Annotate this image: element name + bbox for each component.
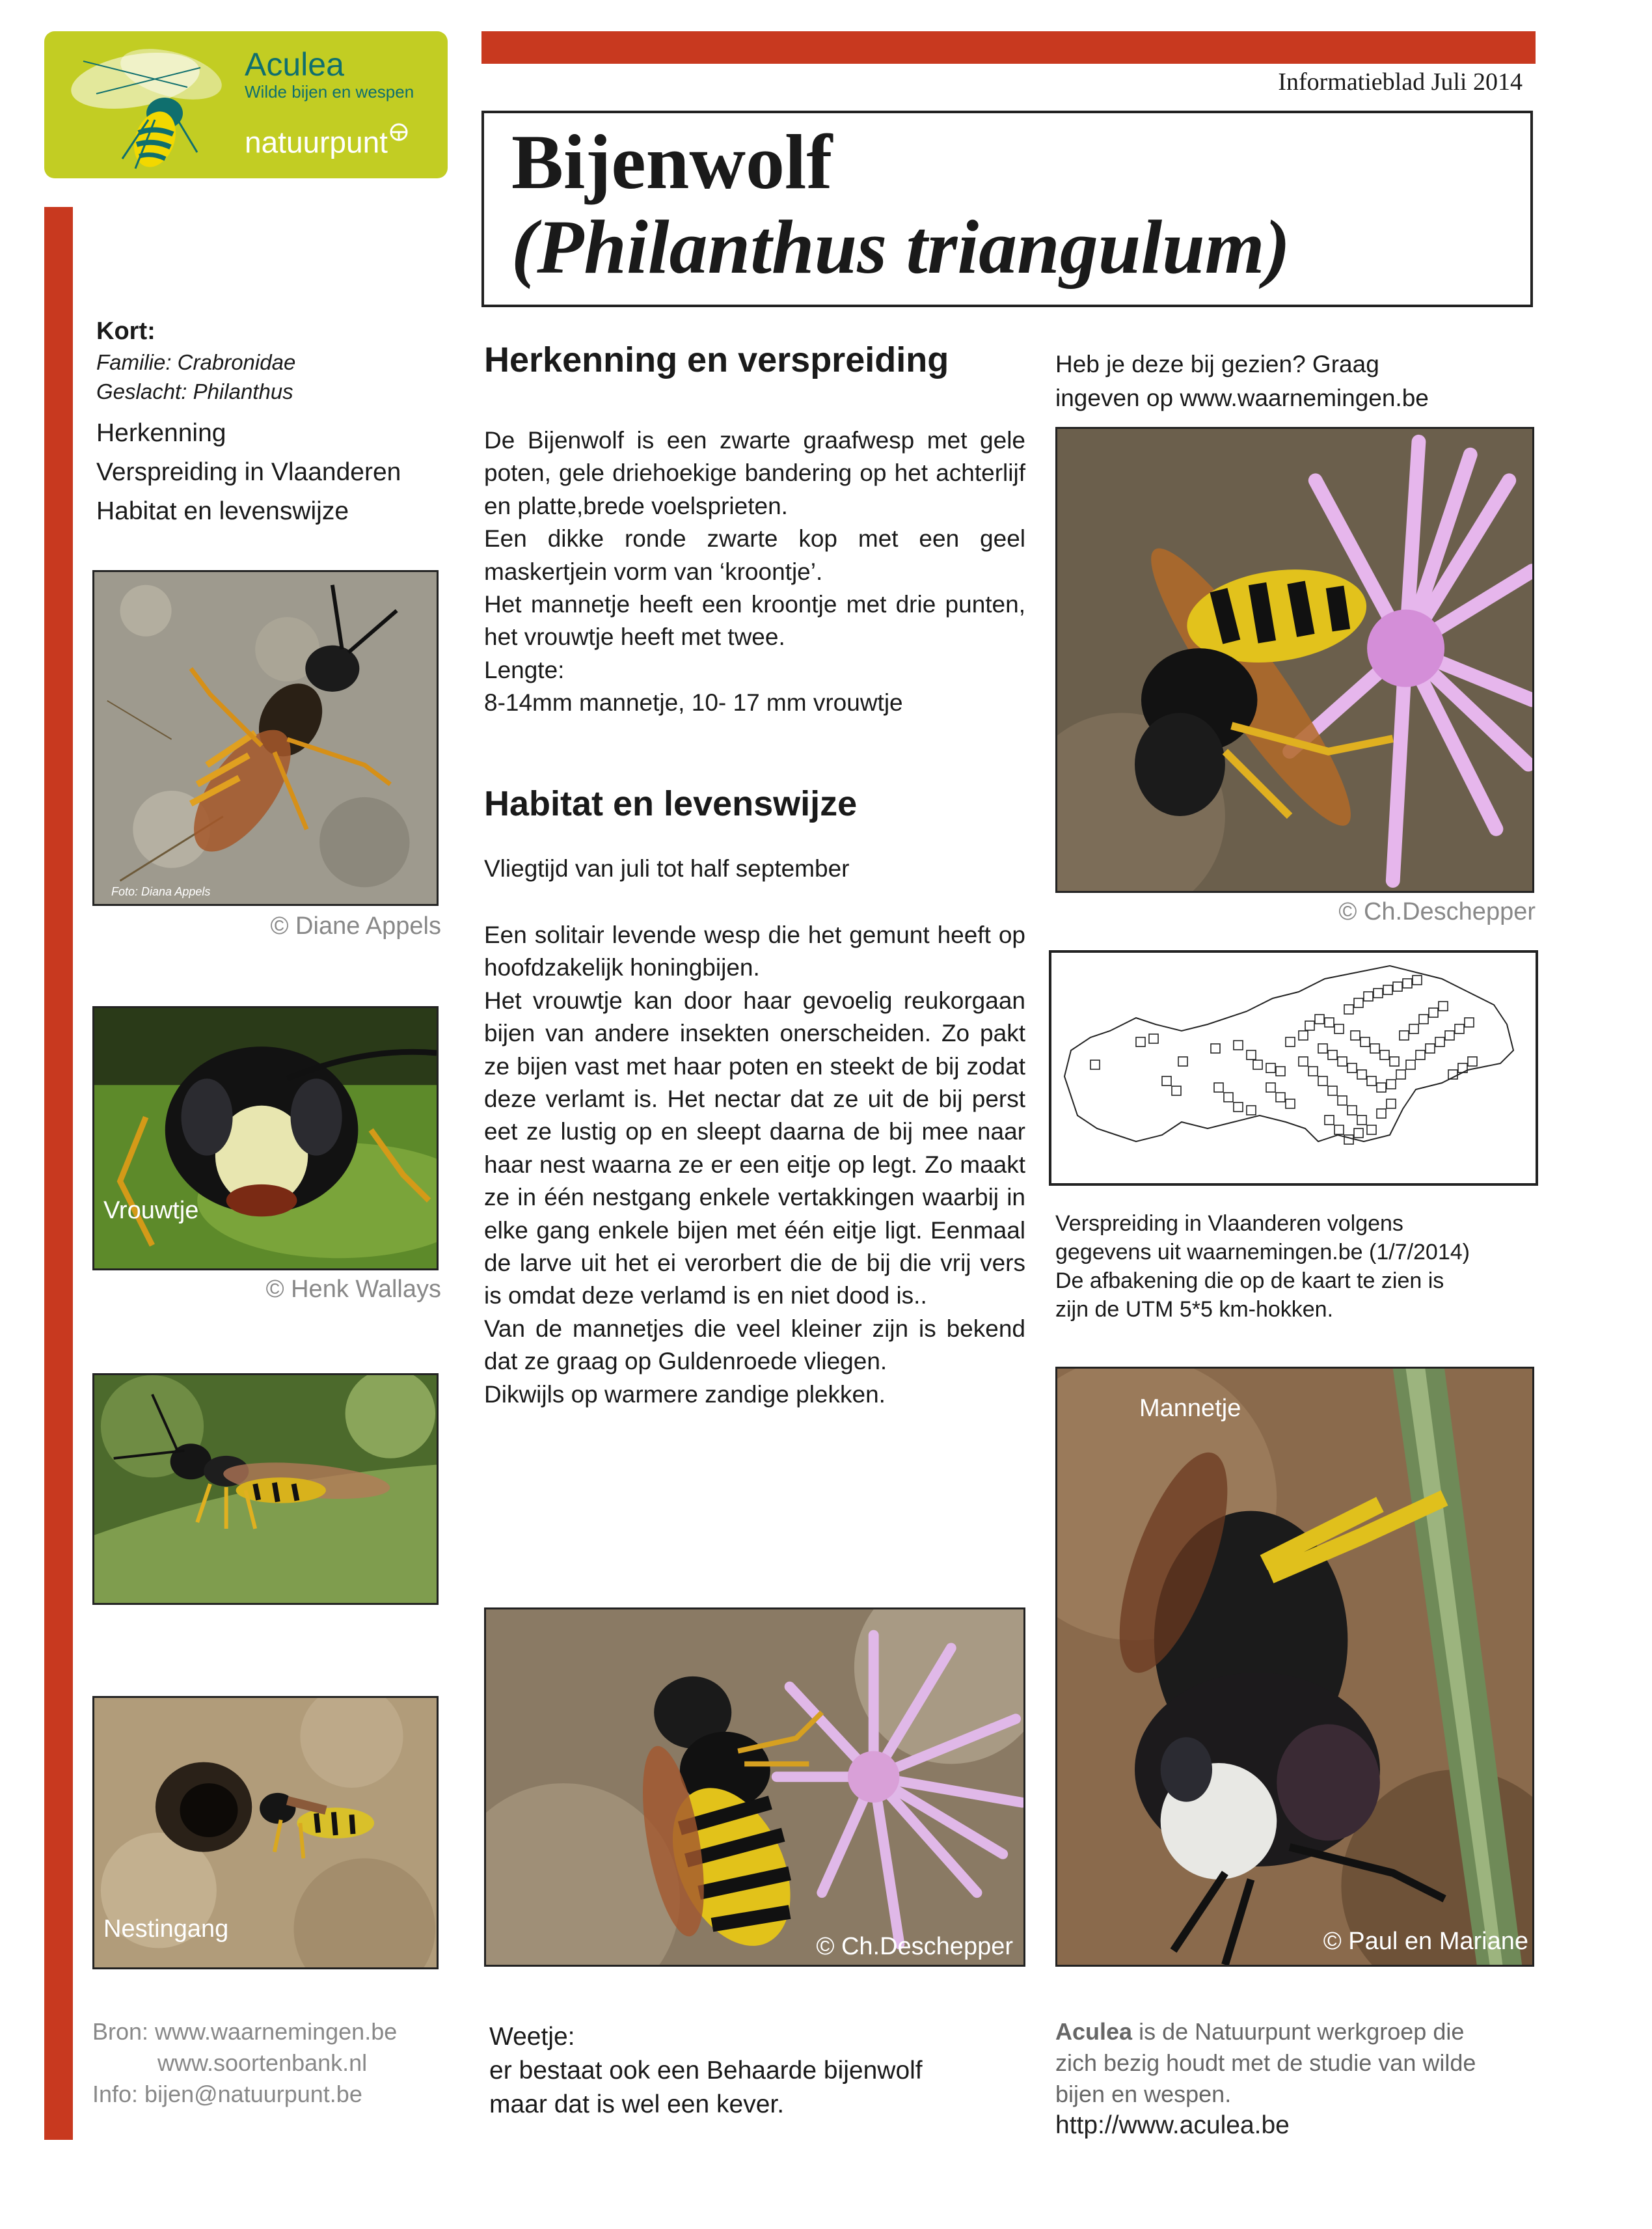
section-heading-herkenning: Herkenning en verspreiding — [484, 340, 949, 379]
utm-grid-cell — [1465, 1018, 1474, 1027]
utm-grid-cell — [1357, 1115, 1366, 1125]
utm-grid-cell — [1266, 1063, 1275, 1073]
utm-grid-cell — [1455, 1024, 1464, 1033]
issue-date: Informatieblad Juli 2014 — [1278, 68, 1523, 96]
utm-grid-cell — [1354, 998, 1363, 1007]
utm-grid-cell — [1468, 1057, 1477, 1066]
photo-vrouwtje — [92, 1006, 439, 1270]
utm-grid-cell — [1409, 1024, 1418, 1033]
utm-grid-cell — [1149, 1034, 1158, 1043]
logo-tagline: Wilde bijen en wespen — [245, 82, 414, 102]
utm-grid-cell — [1387, 1099, 1396, 1108]
report-prompt — [1055, 348, 1537, 415]
toc-item: Verspreiding in Vlaanderen — [96, 458, 401, 486]
utm-grid-cell — [1305, 1021, 1314, 1030]
utm-grid-cell — [1334, 1024, 1344, 1033]
utm-grid-cell — [1435, 1037, 1444, 1046]
utm-grid-cell — [1380, 1050, 1389, 1060]
utm-grid-cell — [1354, 1128, 1363, 1138]
utm-grid-cell — [1396, 1070, 1405, 1079]
utm-grid-cell — [1370, 1044, 1379, 1053]
photo-nestingang — [92, 1696, 439, 1969]
utm-grid-cell — [1338, 1057, 1347, 1066]
utm-grid-cell — [1361, 1037, 1370, 1046]
utm-grid-cell — [1253, 1060, 1262, 1069]
toc-list — [96, 414, 401, 531]
utm-grid-cell — [1413, 976, 1422, 985]
utm-grid-cell — [1136, 1037, 1145, 1046]
logo-org — [245, 122, 409, 159]
photo-center-flower — [484, 1607, 1025, 1967]
toc-item: Herkenning — [96, 419, 226, 447]
taxonomy — [96, 348, 295, 406]
utm-grid-cell — [1429, 1008, 1438, 1017]
utm-grid-cell — [1351, 1031, 1360, 1040]
utm-grid-cell — [1090, 1060, 1100, 1069]
photo-wasp-sand — [92, 570, 439, 906]
geslacht: Geslacht: Philanthus — [96, 379, 293, 403]
paragraph: De Bijenwolf is een zwarte graafwesp met gele poten, gele driehoekige bandering op het achterlijf en platte,brede voelsprieten. — [484, 427, 1025, 519]
utm-grid-cell — [1387, 1080, 1396, 1089]
logo-org-text: natuurpunt — [245, 125, 388, 159]
utm-grid-cell — [1224, 1093, 1233, 1102]
utm-grid-cell — [1367, 1125, 1376, 1134]
report-prompt-link[interactable]: ingeven op www.waarnemingen.be — [1055, 385, 1429, 411]
map-caption-line: Verspreiding in Vlaanderen volgens — [1055, 1211, 1403, 1236]
aculea-info — [1055, 2016, 1476, 2141]
photo-watermark: Foto: Diana Appels — [111, 885, 211, 898]
utm-grid-cell — [1400, 1031, 1409, 1040]
utm-grid-cell — [1406, 1060, 1415, 1069]
weetje-line: er bestaat ook een Behaarde bijenwolf — [489, 2057, 923, 2085]
utm-grid-cell — [1383, 985, 1392, 994]
aculea-desc: is de Natuurpunt werkgroep die — [1132, 2018, 1465, 2045]
photo-credit-overlay: © Ch.Deschepper — [816, 1933, 1013, 1960]
section-habitat-text — [484, 919, 1025, 1411]
paragraph: Dikwijls op warmere zandige plekken. — [484, 1380, 886, 1408]
familie: Familie: Crabronidae — [96, 350, 296, 374]
left-red-bar — [44, 207, 73, 2140]
aculea-info-line — [1055, 2016, 1476, 2047]
utm-grid-cell — [1172, 1086, 1181, 1095]
paragraph: Een solitair levende wesp die het gemunt heeft op hoofdzakelijk honingbijen. — [484, 922, 1025, 981]
utm-grid-cell — [1357, 1070, 1366, 1079]
logo-name: Aculea — [245, 46, 344, 83]
weetje-line: maar dat is wel een kever. — [489, 2090, 785, 2118]
utm-grid-cell — [1426, 1044, 1435, 1053]
title-box — [481, 111, 1533, 307]
map-caption-line: gegevens uit waarnemingen.be (1/7/2014) — [1055, 1240, 1470, 1265]
photo-credit: © Henk Wallays — [265, 1276, 441, 1303]
photo-label: Vrouwtje — [103, 1197, 199, 1224]
utm-grid-cell — [1315, 1015, 1324, 1024]
paragraph: Het mannetje heeft een kroontje met drie punten, het vrouwtje heeft met twee. — [484, 591, 1025, 651]
contact-email[interactable]: Info: bijen@natuurpunt.be — [92, 2081, 362, 2107]
utm-grid-cell — [1276, 1067, 1285, 1076]
utm-grid-cell — [1247, 1106, 1256, 1115]
aculea-info-line: zich bezig houdt met de studie van wilde — [1055, 2049, 1476, 2076]
utm-grid-cell — [1276, 1093, 1285, 1102]
source-link[interactable]: www.soortenbank.nl — [157, 2049, 368, 2076]
photo-credit: © Ch.Deschepper — [1338, 898, 1536, 925]
utm-grid-cell — [1214, 1083, 1223, 1092]
utm-grid-cell — [1334, 1125, 1344, 1134]
utm-grid-cell — [1393, 982, 1402, 991]
utm-grid-cell — [1234, 1041, 1243, 1050]
photo-credit-overlay: © Paul en Mariane — [1323, 1928, 1528, 1955]
top-red-bar — [481, 31, 1536, 64]
utm-grid-cell — [1367, 1076, 1376, 1086]
utm-grid-cell — [1299, 1057, 1308, 1066]
aculea-info-line: bijen en wespen. — [1055, 2081, 1232, 2107]
utm-grid-cell — [1308, 1067, 1318, 1076]
natuurpunt-icon — [389, 122, 409, 142]
utm-grid-cell — [1325, 1018, 1334, 1027]
utm-grid-cell — [1390, 1057, 1399, 1066]
map-caption-line: De afbakening die op de kaart te zien is — [1055, 1268, 1444, 1293]
photo-right-top — [1055, 427, 1534, 893]
utm-grid-cell — [1286, 1037, 1295, 1046]
aculea-logo — [44, 31, 448, 178]
paragraph: Het vrouwtje kan door haar gevoelig reukorgaan bijen van andere insekten onerscheiden. Zo pakt ze bijen vast met haar poten en steekt de bij zodat deze verlamt is. Het nectar dat ze uit de bij perst eet ze lustig op en sleept daarna de bij mee naar haar nest waarna ze er een eitje op legt. Zo maakt ze in één nestgang enkele vertakkingen waarbij in elke gang enkele bijen met één eitje ligt. Eenmaal de larve uit het ei verorbert die de bij die vrij vers is omdat deze verlamd is en niet dood is.. — [484, 987, 1025, 1309]
utm-grid-cell — [1325, 1115, 1334, 1125]
utm-grid-cell — [1377, 1109, 1386, 1118]
utm-grid-cell — [1299, 1031, 1308, 1040]
photo-credit: © Diane Appels — [270, 912, 441, 940]
kort-label: Kort: — [96, 318, 156, 345]
paragraph: Lengte: — [484, 656, 565, 683]
source-link[interactable]: Bron: www.waarnemingen.be — [92, 2018, 398, 2045]
scientific-name: (Philanthus triangulum) — [511, 204, 1290, 290]
flanders-map — [1051, 953, 1536, 1183]
paragraph: 8-14mm mannetje, 10- 17 mm vrouwtje — [484, 689, 903, 717]
utm-grid-cell — [1162, 1076, 1171, 1086]
utm-grid-cell — [1234, 1102, 1243, 1112]
utm-grid-cell — [1211, 1044, 1220, 1053]
section-herkenning-text — [484, 424, 1025, 720]
flight-period: Vliegtijd van juli tot half september — [484, 855, 850, 882]
utm-grid-cell — [1416, 1050, 1425, 1060]
utm-grid-cell — [1347, 1106, 1357, 1115]
photo-label: Mannetje — [1139, 1395, 1241, 1422]
utm-grid-cell — [1403, 979, 1412, 988]
section-heading-habitat: Habitat en levenswijze — [484, 784, 858, 823]
sources — [92, 2016, 397, 2110]
map-caption — [1055, 1209, 1524, 1324]
utm-grid-cell — [1419, 1015, 1428, 1024]
paragraph: Een dikke ronde zwarte kop met een geel maskertjein vorm van ‘kroontje’. — [484, 525, 1025, 585]
utm-grid-cell — [1328, 1050, 1337, 1060]
utm-grid-cell — [1318, 1044, 1327, 1053]
utm-grid-cell — [1286, 1099, 1295, 1108]
weetje — [489, 2020, 923, 2122]
utm-grid-cell — [1338, 1096, 1347, 1105]
utm-grid-cell — [1347, 1063, 1357, 1073]
toc-item: Habitat en levenswijze — [96, 497, 349, 525]
utm-grid-cell — [1266, 1083, 1275, 1092]
utm-grid-cell — [1377, 1083, 1386, 1092]
bee-logo-icon — [57, 35, 233, 174]
page-title: Bijenwolf — [511, 118, 833, 205]
photo-mannetje — [1055, 1367, 1534, 1967]
utm-grid-cell — [1364, 992, 1373, 1001]
utm-grid-cell — [1439, 1002, 1448, 1011]
utm-grid-cell — [1318, 1076, 1327, 1086]
aculea-url[interactable]: http://www.aculea.be — [1055, 2111, 1290, 2139]
map-caption-line: zijn de UTM 5*5 km-hokken. — [1055, 1297, 1334, 1322]
utm-grid-cell — [1344, 1005, 1353, 1014]
aculea-name: Aculea — [1055, 2018, 1133, 2045]
utm-grid-cell — [1328, 1086, 1337, 1095]
weetje-title: Weetje: — [489, 2023, 575, 2051]
utm-grid-cell — [1374, 989, 1383, 998]
utm-grid-cell — [1178, 1057, 1187, 1066]
utm-grid-cell — [1445, 1031, 1454, 1040]
report-prompt-line: Heb je deze bij gezien? Graag — [1055, 351, 1379, 377]
photo-wasp-leaf — [92, 1373, 439, 1605]
photo-label: Nestingang — [103, 1915, 229, 1943]
paragraph: Van de mannetjes die veel kleiner zijn is bekend dat ze graag op Guldenroede vliegen. — [484, 1315, 1025, 1375]
distribution-map — [1049, 950, 1538, 1186]
utm-grid-cell — [1247, 1050, 1256, 1060]
